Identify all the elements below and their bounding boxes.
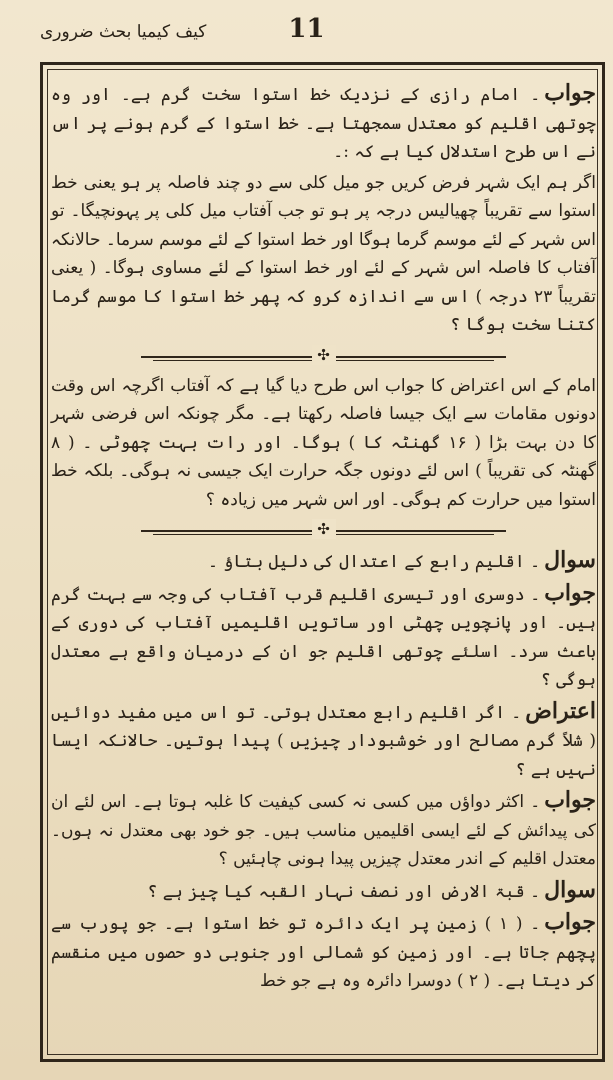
paragraph-text: ۔ قبۃ الارض اور نصف نہار القبہ کیا چیز ہے ؟ <box>147 881 541 902</box>
divider-ornament-icon: ✣ <box>312 345 336 365</box>
paragraph <box>51 579 596 695</box>
paragraph <box>51 876 596 907</box>
paragraph-text: ۔ ( ۱ ) زمین پر ایک دائرہ تو خط استوا ہے۔ جو پورب سے پچھم جاتا ہے۔ اور زمین کو شمالی اور جنوبی دو حصوں میں منقسم کر دیتا ہے۔ ( ۲ ) دوسرا دائرہ وہ ہے جو خط <box>51 914 596 991</box>
answer-label: جواب <box>544 80 596 106</box>
running-head: کیف کیمیا بحث ضروری <box>40 22 207 42</box>
answer-label: جواب <box>544 579 596 606</box>
paragraph-text: ۔ اقلیم رابع کے اعتدال کی دلیل بتاؤ ۔ <box>207 552 541 572</box>
paragraph <box>51 697 596 785</box>
paragraph-text: ۔ دوسری اور تیسری اقلیم قرب آفتاب کی وجہ سے بہت گرم ہیں۔ اور پانچویں چھٹی اور ساتویں اقلیمیں آفتاب کی دوری کے باعث سرد۔ اسلئے چوتھی اقلیم جو ان کے درمیان واقع ہے معتدل ہوگی ؟ <box>51 584 596 690</box>
paragraph <box>51 786 596 874</box>
paragraph-text: ۔ اگر اقلیم رابع معتدل ہوتی۔ تو اس میں مفید دوائیں ( شلاً گرم مصالح اور خوشبودار چیزیں ) پیدا ہوتیں۔ حالانکہ ایسا نہیں ہے ؟ <box>51 702 596 780</box>
page-header <box>40 14 573 50</box>
answer-label: جواب <box>544 787 596 813</box>
paragraph <box>51 546 596 577</box>
paragraph-text: ۔ اکثر دواؤں میں کسی نہ کسی کیفیت کا غلبہ ہوتا ہے۔ اس لئے ان کی پیدائش کے لئے ایسی اقلیمیں مناسب ہیں۔ جو خود بھی معتدل نہ ہوں۔ معتدل اقلیم کے اندر معتدل چیزیں پیدا ہونی چاہئیں ؟ <box>51 792 596 869</box>
paragraph <box>51 372 596 515</box>
objection-label: اعتراض <box>525 697 596 724</box>
page-body <box>51 79 596 998</box>
page-number: 11 <box>288 14 325 44</box>
section-divider <box>141 522 506 542</box>
question-label: سوال <box>544 876 596 903</box>
answer-label: جواب <box>544 909 596 935</box>
paragraph-text: امام کے اس اعتراض کا جواب اس طرح دیا گیا ہے کہ آفتاب اگرچہ اس وقت دونوں مقامات سے ایک جیسا فاصلہ رکھتا ہے۔ مگر چونکہ اس فرضی شہر کا دن بہت بڑا ( ۱۶ گھنٹہ کا ) ہوگا۔ اور رات بہت چھوٹی ۔ ( ۸ گھنٹہ کی تقریباً ) اس لئے دونوں جگہ حرارت ایک جیسی نہ ہوگی۔ بلکہ خط استوا میں حرارت کم ہوگی۔ اور اس شہر میں زیادہ ؟ <box>51 375 596 510</box>
question-label: سوال <box>544 547 596 573</box>
paragraph <box>51 79 596 167</box>
paragraph <box>51 908 596 996</box>
divider-ornament-icon: ✣ <box>312 519 336 539</box>
paragraph <box>51 169 596 340</box>
text-frame <box>40 62 605 1062</box>
section-divider <box>141 345 506 368</box>
paragraph-text: اگر ہم ایک شہر فرض کریں جو میل کلی سے دو چند فاصلہ پر ہو یعنی خط استوا سے تقریباً چھیالیس درجہ پر ہو تو جب آفتاب میل کلی پر پہونچیگا۔ تو اس شہر کے لئے موسم گرما ہوگا اور خط استوا کے لئے موسم سرما۔ حالانکہ آفتاب کا فاصلہ اس شہر کے لئے اور خط استوا کے لئے مساوی ہوگا۔ ( یعنی تقریباً ۲۳ درجہ ) اس سے اندازہ کرو کہ پھر خط استوا کا موسم گرما کتنا سخت ہوگا ؟ <box>51 172 596 335</box>
paragraph-text: ۔ امام رازی کے نزدیک خط استوا سخت گرم ہے۔ اور وہ چوتھی اقلیم کو معتدل سمجھتا ہے۔ خط استوا کے گرم ہونے پر اس نے اس طرح استدلال کیا ہے کہ :۔ <box>51 85 596 162</box>
